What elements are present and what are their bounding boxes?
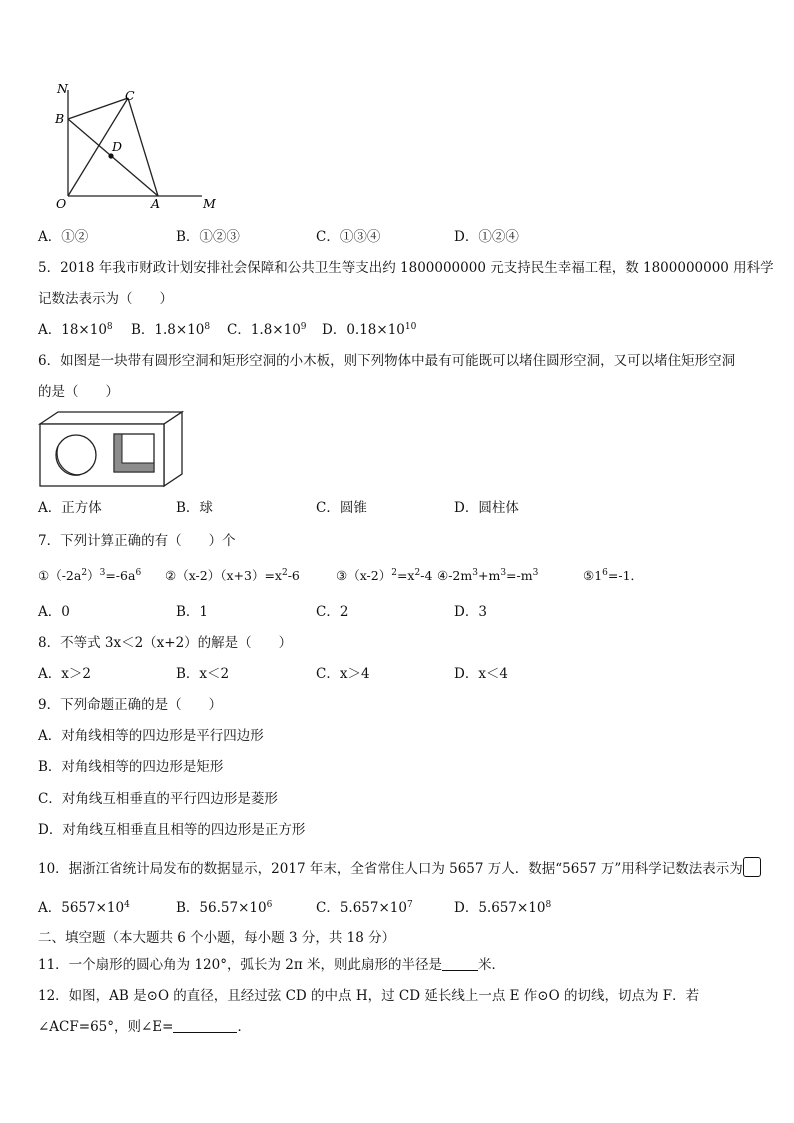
segment-bc	[68, 98, 128, 119]
q8-option-d: D．x＜4	[454, 666, 509, 682]
q7-stem: 7．下列计算正确的有（ ）个	[38, 533, 236, 549]
q4-option-c: C．①③④	[316, 229, 381, 245]
label-c: C	[125, 88, 135, 103]
label-m: M	[203, 196, 216, 211]
q7-option-d: D．3	[454, 604, 487, 620]
q7-option-c: C．2	[316, 604, 349, 620]
q7-option-b: B．1	[176, 604, 209, 620]
q6-option-b: B．球	[176, 500, 213, 516]
answer-paren	[743, 857, 761, 877]
q6-stem-line1: 6．如图是一块带有圆形空洞和矩形空洞的小木板，则下列物体中最有可能既可以堵住圆形空洞，又可以堵住矩形空洞	[38, 353, 736, 369]
label-o: O	[56, 196, 67, 211]
wooden-board-figure	[36, 410, 186, 490]
q5-option-a: A．$18\times 10^8$	[38, 322, 113, 338]
q6-option-a: A．正方体	[38, 500, 102, 516]
point-d	[108, 153, 113, 158]
q5-option-d: D．$0.18\times 10^{10}$	[322, 322, 417, 338]
q10-stem: 10．据浙江省统计局发布的数据显示，2017 年末，全省常住人口为 5657 万人．数据“5657 万”用科学记数法表示为	[38, 857, 761, 878]
q5-option-b: B．$1.8\times 10^8$	[131, 322, 211, 338]
q5-option-c: C．$1.8\times 10^9$	[227, 322, 307, 338]
q10-option-a: A．$5657\times 10^4$	[38, 900, 130, 916]
label-b: B	[55, 111, 65, 126]
q8-option-a: A．x＞2	[38, 666, 91, 682]
q7-item-1: $①(-2a^2)^3=-6a^6$	[38, 568, 142, 583]
q9-option-b: B．对角线相等的四边形是矩形	[38, 759, 224, 775]
q4-option-d: D．①②④	[454, 229, 519, 245]
q9-stem: 9．下列命题正确的是（ ）	[38, 697, 223, 713]
q7-item-5: $⑤1^6=-1$．	[583, 568, 644, 583]
q9-option-a: A．对角线相等的四边形是平行四边形	[38, 728, 264, 744]
label-n: N	[57, 81, 68, 96]
q5-stem-line2: 记数法表示为（ ）	[38, 291, 173, 307]
q12-stem-line1: 12．如图，AB 是⊙O 的直径，且经过弦 CD 的中点 H，过 CD 延长线上一点 E 作⊙O 的切线，切点为 F．若	[38, 988, 700, 1004]
q4-option-b: B．①②③	[176, 229, 240, 245]
q8-option-b: B．x＜2	[176, 666, 230, 682]
q8-stem: 8．不等式 3x＜2（x+2）的解是（ ）	[38, 635, 293, 651]
q10-option-b: B．$56.57\times 10^6$	[176, 900, 273, 916]
q7-item-3: $③(x-2)^2=x^2-4$	[336, 568, 433, 583]
q11-answer-blank[interactable]	[442, 970, 478, 971]
q4-option-a: A．①②	[38, 229, 89, 245]
q9-option-c: C．对角线互相垂直的平行四边形是菱形	[38, 791, 278, 807]
section-2-heading: 二、填空题（本大题共 6 个小题，每小题 3 分，共 18 分）	[38, 930, 396, 946]
q10-option-c: C．$5.657\times 10^7$	[316, 900, 413, 916]
q7-option-a: A．0	[38, 604, 70, 620]
q9-option-d: D．对角线互相垂直且相等的四边形是正方形	[38, 822, 306, 838]
q6-option-c: C．圆锥	[316, 500, 367, 516]
q11-stem: 11．一个扇形的圆心角为 120°，弧长为 2π 米，则此扇形的半径是 米．	[38, 957, 506, 973]
q7-item-4: $④-2m^3+m^3=-m^3$	[437, 568, 539, 583]
geometry-figure	[50, 80, 225, 215]
q6-stem-line2: 的是（ ）	[38, 384, 119, 400]
q6-option-d: D．圆柱体	[454, 500, 519, 516]
q12-answer-blank[interactable]	[173, 1032, 237, 1033]
q8-option-c: C．x＞4	[316, 666, 370, 682]
label-a: A	[151, 196, 161, 211]
q10-option-d: D．$5.657\times 10^8$	[454, 900, 552, 916]
q12-stem-line2: ∠ACF=65°，则∠E= ．	[38, 1019, 251, 1035]
q5-stem-line1: 5．2018 年我市财政计划安排社会保障和公共卫生等支出约 1800000000 元支持民生幸福工程，数 1800000000 用科学	[38, 260, 774, 276]
label-d: D	[112, 139, 123, 154]
segment-ca	[128, 98, 158, 196]
q7-item-2: $②(x-2)(x+3)=x^2-6$	[165, 568, 300, 583]
